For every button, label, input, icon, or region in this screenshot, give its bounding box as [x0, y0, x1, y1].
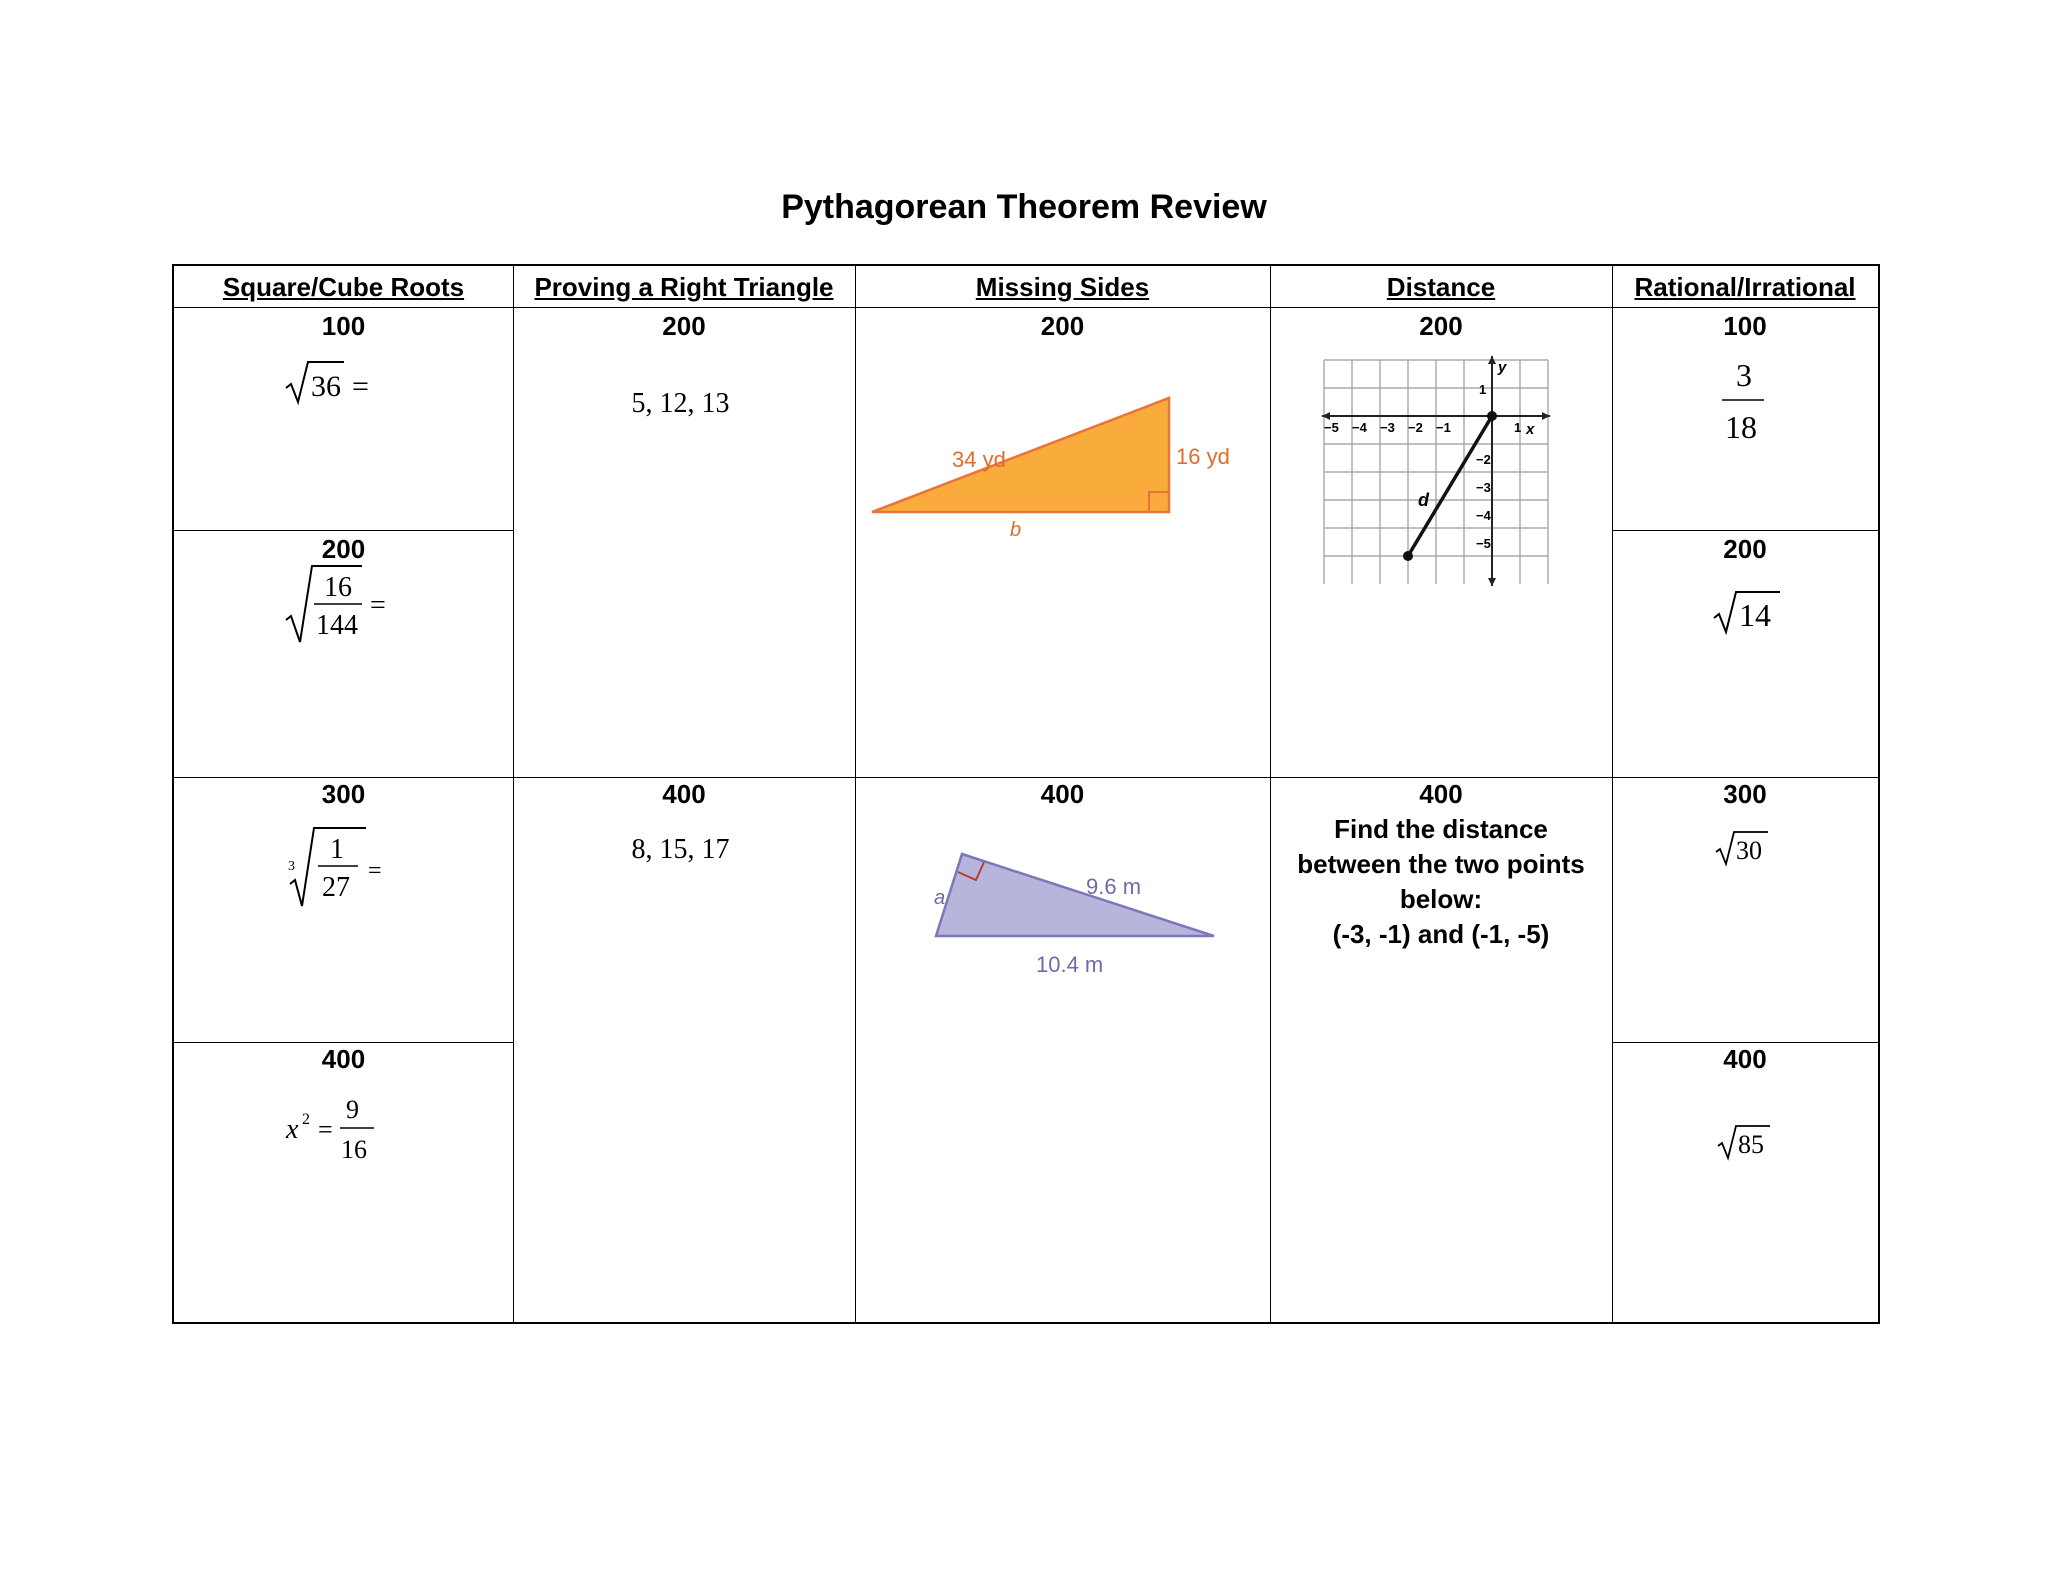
points-label: 100 — [321, 311, 366, 341]
header-distance: Distance — [1386, 272, 1496, 302]
y-tick-labels — [1476, 382, 1492, 551]
equals-sign: = — [370, 590, 386, 621]
orange-triangle — [872, 398, 1169, 512]
numerator: 16 — [324, 572, 352, 603]
review-table — [172, 264, 1880, 1324]
x-axis-label: x — [1526, 421, 1535, 438]
square-root-fraction-expression — [284, 564, 404, 644]
cell-divider — [1612, 1042, 1878, 1043]
endpoint — [1403, 551, 1413, 561]
svg-text:−3: −3 — [1476, 480, 1491, 495]
svg-text:−1: −1 — [1436, 420, 1451, 435]
numerator: 1 — [330, 834, 344, 865]
triangle-side-lengths: 8, 15, 17 — [631, 834, 730, 865]
equals-sign: = — [352, 370, 369, 403]
square-root-expression — [284, 358, 404, 408]
header-missing-sides: Missing Sides — [975, 272, 1150, 302]
row-divider — [174, 777, 1878, 778]
purple-triangle — [936, 854, 1214, 936]
hypotenuse-label: 10.4 m — [1036, 952, 1104, 977]
svg-text:−2: −2 — [1476, 452, 1491, 467]
page-title: Pythagorean Theorem Review — [781, 188, 1267, 226]
radicand: 36 — [311, 370, 341, 403]
radicand: 85 — [1738, 1130, 1764, 1159]
radicand: 30 — [1736, 836, 1762, 865]
distance-question — [1270, 812, 1612, 952]
root-index: 3 — [288, 859, 295, 874]
y-axis-label: y — [1498, 359, 1507, 376]
points-label: 200 — [1040, 311, 1085, 341]
points-label: 400 — [321, 1044, 366, 1074]
purple-right-triangle-diagram — [894, 826, 1234, 996]
svg-text:−4: −4 — [1352, 420, 1367, 435]
svg-text:−5: −5 — [1324, 420, 1339, 435]
points-label: 400 — [1419, 779, 1463, 809]
header-square-cube-roots: Square/Cube Roots — [222, 272, 465, 302]
hypotenuse-label: 34 yd — [952, 447, 1006, 472]
fraction-expression — [1714, 350, 1774, 450]
question-line: below: — [1399, 884, 1483, 914]
endpoint — [1487, 411, 1497, 421]
coordinate-grid-diagram — [1314, 352, 1554, 592]
equals-sign: = — [368, 858, 382, 884]
numerator: 9 — [346, 1095, 359, 1124]
points-label: 400 — [1723, 1044, 1767, 1074]
points-label: 400 — [1040, 779, 1085, 809]
triangle-side-lengths: 5, 12, 13 — [631, 388, 730, 419]
svg-text:1: 1 — [1479, 382, 1487, 397]
svg-text:−2: −2 — [1408, 420, 1423, 435]
points-label: 200 — [662, 311, 706, 341]
grid-lines — [1324, 360, 1548, 584]
cube-root-fraction-expression — [286, 826, 406, 910]
header-rational-irrational: Rational/Irrational — [1634, 272, 1856, 302]
variable: x — [286, 1114, 299, 1145]
radicand: 14 — [1739, 597, 1771, 633]
svg-text:−4: −4 — [1476, 508, 1491, 523]
numerator: 3 — [1736, 357, 1752, 393]
question-line: Find the distance — [1334, 814, 1548, 844]
cell-divider — [1612, 530, 1878, 531]
question-line: between the two points — [1297, 849, 1585, 879]
points-label: 300 — [321, 779, 366, 809]
square-root-expression — [1714, 828, 1778, 868]
svg-text:1: 1 — [1514, 420, 1522, 435]
orange-right-triangle-diagram — [864, 350, 1264, 540]
denominator: 27 — [322, 872, 350, 903]
square-equation-expression — [284, 1086, 394, 1166]
denominator: 16 — [341, 1135, 367, 1164]
points-label: 400 — [662, 779, 706, 809]
question-points: (-3, -1) and (-1, -5) — [1332, 919, 1550, 949]
denominator: 144 — [316, 610, 358, 641]
segment-label: d — [1418, 490, 1429, 510]
square-root-expression — [1712, 588, 1792, 636]
header-proving-right-triangle: Proving a Right Triangle — [534, 272, 834, 302]
points-label: 200 — [1419, 311, 1463, 341]
equals-sign: = — [318, 1115, 333, 1144]
leg-label: 9.6 m — [1086, 874, 1142, 899]
denominator: 18 — [1725, 409, 1757, 445]
side-a-label: a — [934, 887, 946, 909]
square-root-expression — [1716, 1122, 1780, 1162]
points-label: 200 — [321, 534, 366, 564]
points-label: 200 — [1723, 534, 1767, 564]
points-label: 100 — [1723, 311, 1767, 341]
points-label: 300 — [1723, 779, 1767, 809]
cell-divider — [174, 1042, 513, 1043]
base-label: b — [1010, 519, 1022, 540]
cell-divider — [174, 530, 513, 531]
leg-label: 16 yd — [1176, 444, 1230, 469]
svg-text:−5: −5 — [1476, 536, 1491, 551]
svg-text:−3: −3 — [1380, 420, 1395, 435]
exponent: 2 — [302, 1111, 310, 1128]
